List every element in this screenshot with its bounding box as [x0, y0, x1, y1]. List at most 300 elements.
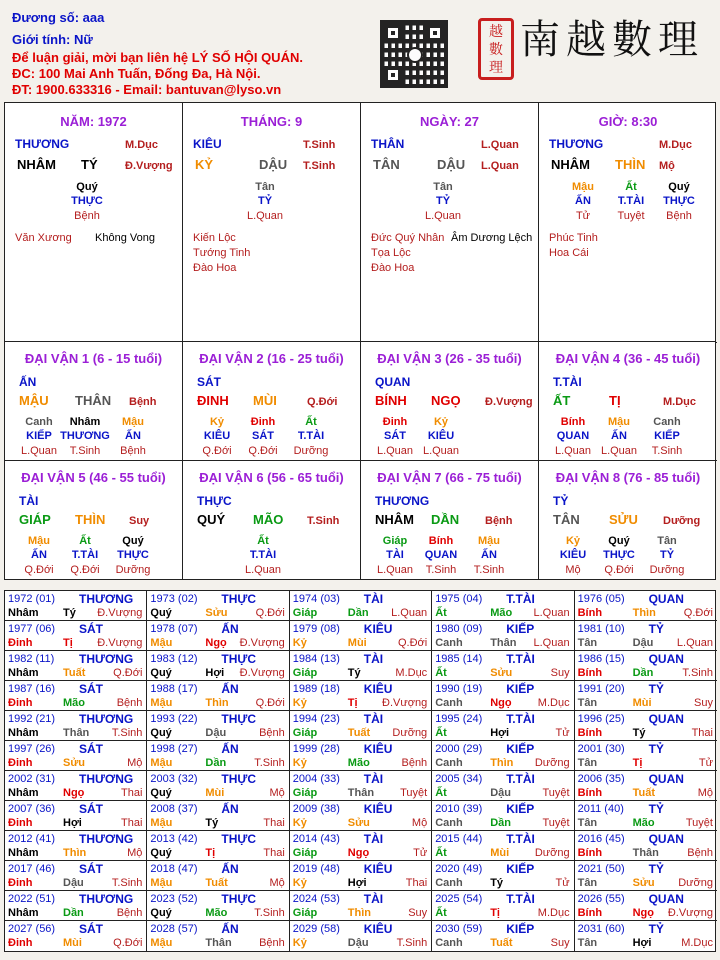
dai-van-hidden-stem: Quý — [122, 535, 144, 547]
year-branch: Mùi — [205, 787, 225, 799]
dai-van-hidden-stem: Ất — [79, 535, 91, 547]
dai-van-hidden-god: THỰC — [603, 549, 635, 561]
star-label: Tọa Lộc — [371, 247, 411, 259]
year-cell[interactable] — [432, 591, 574, 621]
year-state: Thai — [691, 727, 713, 739]
year-state: Q.Đới — [255, 607, 285, 619]
year-god: T.TÀI — [506, 592, 535, 606]
dai-van-hidden-stem: Giáp — [382, 535, 408, 547]
year-state: Tuyệt — [542, 817, 570, 829]
year-branch: Tị — [205, 847, 216, 859]
dai-van-hidden-stem: Tân — [657, 535, 677, 547]
dai-van-branch: THÌN — [75, 512, 106, 527]
year-state: M.Dục — [395, 667, 428, 679]
year-state: Q.Đới — [683, 607, 713, 619]
dai-van-god: T.TÀI — [553, 375, 582, 389]
year-stem: Mậu — [150, 877, 173, 889]
year-cell[interactable] — [575, 741, 717, 771]
year-label: 2030 (59) — [435, 923, 483, 935]
year-cell[interactable] — [5, 831, 147, 861]
hidden-stem: Tân — [433, 181, 453, 193]
dai-van-hidden-god: KIẾP — [26, 430, 52, 442]
year-stem: Tân — [577, 937, 598, 949]
dai-van-hidden-state: L.Quan — [376, 564, 414, 576]
dai-van-hidden-god: KIÊU — [559, 549, 587, 561]
year-stem: Tân — [577, 757, 598, 769]
year-cell[interactable] — [575, 651, 717, 681]
pillar-stem-state: M.Dục — [659, 139, 692, 151]
year-cell[interactable] — [290, 621, 432, 651]
year-branch: Tị — [347, 697, 358, 709]
year-branch: Hợi — [490, 727, 510, 739]
year-cell[interactable] — [147, 891, 289, 921]
pillar-branch: DẬU — [259, 157, 288, 172]
year-state: Bệnh — [687, 847, 713, 859]
year-label: 2017 (46) — [8, 863, 56, 875]
year-cell[interactable] — [290, 651, 432, 681]
year-label: 1988 (17) — [150, 683, 198, 695]
year-branch: Sửu — [63, 757, 86, 769]
year-branch: Mão — [490, 607, 513, 619]
year-state: L.Quan — [676, 637, 713, 649]
year-state: Q.Đới — [397, 637, 428, 649]
year-god: T.TÀI — [506, 772, 535, 786]
year-cell[interactable] — [575, 891, 717, 921]
year-stem: Quý — [150, 727, 172, 739]
pillar-cell-0 — [5, 103, 183, 343]
pillar-stem-god: THÂN — [371, 137, 405, 151]
year-god: TÀI — [363, 592, 384, 606]
year-state: L.Quan — [533, 607, 570, 619]
year-cell[interactable] — [5, 591, 147, 621]
year-state: Đ.Vượng — [239, 637, 285, 649]
year-state: Mộ — [269, 787, 285, 799]
year-stem: Nhâm — [8, 907, 39, 919]
year-stem: Mậu — [150, 817, 173, 829]
year-stem: Canh — [435, 757, 463, 769]
year-state: Tử — [555, 727, 570, 739]
dai-van-hidden-stem: Mậu — [122, 416, 144, 428]
year-cell[interactable] — [575, 681, 717, 711]
year-branch: Ngọ — [632, 907, 654, 919]
year-cell[interactable] — [147, 681, 289, 711]
year-state: Suy — [550, 937, 570, 949]
year-god: TÀI — [363, 712, 384, 726]
dai-van-branch: NGỌ — [431, 393, 461, 408]
year-label: 2025 (54) — [435, 893, 483, 905]
qr-code-icon[interactable] — [380, 20, 448, 88]
year-cell[interactable] — [147, 621, 289, 651]
year-stem: Giáp — [292, 667, 318, 679]
year-label: 2011 (40) — [577, 803, 624, 815]
pillar-branch: THÌN — [615, 157, 646, 172]
dai-van-hidden-god: ẤN — [125, 430, 141, 442]
year-stem: Quý — [150, 787, 172, 799]
dai-van-hidden-god: T.TÀI — [71, 549, 99, 561]
year-god: T.TÀI — [506, 892, 535, 906]
hidden-god: THỰC — [71, 195, 103, 207]
year-god: TỶ — [648, 742, 664, 756]
dai-van-hidden-stem: Đinh — [382, 416, 408, 428]
year-cell[interactable] — [290, 741, 432, 771]
year-state: Đ.Vượng — [667, 907, 713, 919]
dai-van-hidden-god: TỶ — [659, 549, 675, 561]
dai-van-hidden-state: Q.Đới — [248, 445, 278, 457]
year-label: 2002 (31) — [8, 773, 56, 785]
hidden-state: Bệnh — [666, 210, 692, 222]
year-stem: Ất — [435, 727, 447, 739]
year-cell[interactable] — [290, 801, 432, 831]
year-cell[interactable] — [290, 591, 432, 621]
year-cell[interactable] — [5, 741, 147, 771]
dai-van-cell-1 — [5, 342, 183, 461]
year-cell[interactable] — [290, 891, 432, 921]
year-branch: Sửu — [490, 667, 513, 679]
year-cell[interactable] — [575, 591, 717, 621]
year-branch: Thân — [632, 847, 659, 859]
pillars-grid — [4, 102, 716, 342]
hidden-state: Tử — [575, 210, 591, 222]
hidden-god: ẤN — [575, 195, 591, 207]
dai-van-cell-8 — [539, 461, 717, 580]
year-label: 2022 (51) — [8, 893, 56, 905]
dai-van-hidden-state: T.Sinh — [425, 564, 457, 576]
brand-logo: 南越數理 — [520, 17, 704, 63]
year-cell[interactable] — [147, 711, 289, 741]
year-label: 1997 (26) — [8, 743, 56, 755]
year-cell[interactable] — [575, 711, 717, 741]
dai-van-title: ĐẠI VẬN 2 (16 - 25 tuổi) — [199, 351, 344, 366]
year-branch: Tuất — [63, 667, 86, 679]
year-cell[interactable] — [575, 921, 717, 951]
year-cell[interactable] — [432, 651, 574, 681]
year-state: Thai — [405, 877, 428, 889]
year-cell[interactable] — [575, 801, 717, 831]
dai-van-title: ĐẠI VẬN 6 (56 - 65 tuổi) — [199, 470, 344, 485]
dai-van-hidden-stem: Canh — [653, 416, 681, 428]
year-cell[interactable] — [5, 711, 147, 741]
year-stem: Giáp — [292, 607, 318, 619]
pillar-title: GIỜ: 8:30 — [598, 114, 658, 129]
year-label: 2003 (32) — [150, 773, 198, 785]
year-stem: Mậu — [150, 757, 173, 769]
year-cell[interactable] — [432, 831, 574, 861]
year-label: 1995 (24) — [435, 713, 483, 725]
year-label: 2029 (58) — [292, 923, 340, 935]
year-state: Tử — [698, 757, 713, 769]
dai-van-title: ĐẠI VẬN 5 (46 - 55 tuổi) — [21, 470, 166, 485]
year-cell[interactable] — [290, 921, 432, 951]
year-label: 2014 (43) — [292, 833, 340, 845]
year-god: KIÊU — [363, 622, 393, 636]
pillar-stem-god: THƯƠNG — [549, 137, 604, 151]
year-state: Mộ — [411, 817, 428, 829]
year-cell[interactable] — [5, 771, 147, 801]
year-label: 1999 (28) — [292, 743, 340, 755]
dai-van-hidden-state: Q.Đới — [24, 564, 54, 576]
year-stem: Quý — [150, 667, 172, 679]
year-stem: Đinh — [8, 877, 33, 889]
pillar-branch: DẬU — [437, 157, 466, 172]
year-branch: Sửu — [347, 817, 370, 829]
year-cell[interactable] — [432, 861, 574, 891]
dai-van-hidden-god: KIẾP — [654, 430, 680, 442]
year-stem: Đinh — [8, 937, 33, 949]
year-branch: Tý — [632, 727, 646, 739]
year-cell[interactable] — [575, 861, 717, 891]
year-label: 1992 (21) — [8, 713, 56, 725]
year-branch: Hợi — [632, 937, 652, 949]
dai-van-cell-2 — [183, 342, 361, 461]
year-god: TỶ — [648, 802, 664, 816]
year-cell[interactable] — [432, 711, 574, 741]
hidden-god: TỶ — [257, 195, 273, 207]
year-cell[interactable] — [147, 771, 289, 801]
year-cell[interactable] — [5, 921, 147, 951]
year-stem: Mậu — [150, 697, 173, 709]
dai-van-hidden-stem: Canh — [25, 416, 53, 428]
year-branch: Mão — [347, 757, 370, 769]
year-state: Bệnh — [259, 727, 285, 739]
year-stem: Bính — [577, 787, 603, 799]
star-label: Kiến Lộc — [193, 232, 236, 244]
dai-van-hidden-god: T.TÀI — [249, 549, 277, 561]
year-label: 1982 (11) — [8, 653, 55, 665]
year-branch: Tuất — [205, 877, 228, 889]
dai-van-state: Bệnh — [129, 396, 157, 408]
year-cell[interactable] — [147, 861, 289, 891]
year-god: TỶ — [648, 682, 664, 696]
year-stem: Nhâm — [8, 727, 39, 739]
star-label: Đào Hoa — [371, 262, 415, 274]
year-label: 1986 (15) — [577, 653, 625, 665]
year-god: KIẾP — [506, 922, 535, 936]
year-cell[interactable] — [290, 681, 432, 711]
dai-van-state: T.Sinh — [307, 515, 340, 527]
year-stem: Kỷ — [292, 637, 307, 649]
pillar-branch-state: T.Sinh — [303, 160, 336, 172]
year-god: TỶ — [648, 862, 664, 876]
year-state: T.Sinh — [254, 907, 285, 919]
star-label: Phúc Tinh — [549, 232, 598, 244]
year-cell[interactable] — [290, 771, 432, 801]
dai-van-god: QUAN — [375, 375, 411, 389]
year-label: 1985 (14) — [435, 653, 483, 665]
year-state: Suy — [550, 667, 570, 679]
hidden-stem: Quý — [668, 181, 690, 193]
dai-van-god: ẤN — [19, 375, 37, 389]
hidden-state: Tuyệt — [617, 210, 645, 222]
dai-van-hidden-state: Mộ — [565, 564, 581, 576]
dai-van-hidden-stem: Mậu — [28, 535, 50, 547]
pillar-cell-2 — [361, 103, 539, 343]
dai-van-hidden-state: L.Quan — [376, 445, 414, 457]
year-branch: Tý — [347, 667, 361, 679]
year-branch: Tuất — [490, 937, 513, 949]
year-cell[interactable] — [147, 831, 289, 861]
year-label: 2023 (52) — [150, 893, 198, 905]
year-branch: Tị — [63, 637, 73, 649]
dai-van-hidden-state: Dưỡng — [115, 564, 151, 576]
year-stem: Ất — [435, 607, 447, 619]
dai-van-hidden-stem: Bính — [428, 535, 454, 547]
year-cell[interactable] — [432, 891, 574, 921]
phone-email[interactable]: ĐT: 1900.633316 - Email: bantuvan@lyso.vn — [12, 82, 282, 97]
address: ĐC: 100 Mai Anh Tuấn, Đống Đa, Hà Nội. — [12, 66, 261, 81]
dai-van-branch: THÂN — [75, 393, 112, 408]
year-god: THƯƠNG — [79, 892, 134, 906]
year-cell[interactable] — [432, 771, 574, 801]
year-cell[interactable] — [432, 921, 574, 951]
year-stem: Tân — [577, 697, 598, 709]
dai-van-branch: MÃO — [253, 512, 284, 527]
pillar-stem: TÂN — [373, 157, 400, 172]
year-state: Tử — [555, 877, 570, 889]
dai-van-state: Dưỡng — [663, 515, 701, 527]
year-cell[interactable] — [290, 861, 432, 891]
year-label: 1996 (25) — [577, 713, 625, 725]
year-state: Dưỡng — [392, 727, 428, 739]
year-state: Đ.Vượng — [97, 607, 143, 619]
year-god: TỶ — [648, 922, 664, 936]
year-cell[interactable] — [147, 921, 289, 951]
year-god: QUAN — [648, 712, 684, 726]
dai-van-title: ĐẠI VẬN 8 (76 - 85 tuổi) — [555, 470, 701, 485]
hidden-state: L.Quan — [424, 210, 462, 222]
year-state: Tử — [413, 847, 428, 859]
year-cell[interactable] — [5, 891, 147, 921]
year-cell[interactable] — [290, 831, 432, 861]
dai-van-stem: QUÝ — [197, 512, 226, 527]
year-label: 1989 (18) — [292, 683, 340, 695]
year-cell[interactable] — [5, 801, 147, 831]
year-cell[interactable] — [432, 801, 574, 831]
dai-van-god: THỰC — [197, 494, 232, 508]
year-stem: Quý — [150, 847, 172, 859]
year-stem: Canh — [435, 697, 463, 709]
year-state: Thai — [120, 817, 143, 829]
year-branch: Ngọ — [490, 697, 512, 709]
year-state: Bệnh — [401, 757, 428, 769]
year-stem: Kỷ — [292, 757, 307, 769]
year-branch: Thân — [63, 727, 90, 739]
year-stem: Kỷ — [292, 817, 307, 829]
year-branch: Tuất — [347, 727, 371, 739]
red-seal-logo: 越數理 — [478, 18, 514, 80]
year-branch: Ngọ — [347, 847, 370, 859]
year-label: 2009 (38) — [292, 803, 340, 815]
year-cell[interactable] — [432, 681, 574, 711]
year-god: ẤN — [221, 622, 239, 636]
year-label: 1975 (04) — [435, 593, 483, 605]
year-label: 2024 (53) — [292, 893, 340, 905]
dai-van-hidden-state: T.Sinh — [473, 564, 505, 576]
year-cell[interactable] — [5, 651, 147, 681]
dai-van-hidden-god: T.TÀI — [297, 430, 325, 442]
dai-van-hidden-stem: Mậu — [478, 535, 500, 547]
year-stem: Nhâm — [8, 667, 39, 679]
year-label: 1974 (03) — [292, 593, 340, 605]
pillar-branch-state: L.Quan — [481, 160, 519, 172]
dai-van-hidden-god: TÀI — [386, 549, 404, 561]
dai-van-hidden-god: THƯƠNG — [60, 430, 110, 442]
dai-van-state: Đ.Vượng — [485, 396, 533, 408]
year-label: 2016 (45) — [577, 833, 625, 845]
year-stem: Ất — [435, 667, 447, 679]
dai-van-branch: MÙI — [253, 393, 277, 408]
year-cell[interactable] — [147, 801, 289, 831]
year-god: SÁT — [79, 802, 103, 816]
year-cell[interactable] — [5, 621, 147, 651]
year-state: T.Sinh — [111, 877, 143, 889]
year-cell[interactable] — [5, 681, 147, 711]
year-label: 1983 (12) — [150, 653, 198, 665]
year-cell[interactable] — [575, 771, 717, 801]
year-state: Tuyệt — [685, 817, 713, 829]
year-branch: Ngọ — [205, 637, 227, 649]
year-cell[interactable] — [5, 861, 147, 891]
year-cell[interactable] — [290, 711, 432, 741]
year-stem: Bính — [577, 667, 603, 679]
year-stem: Quý — [150, 907, 172, 919]
pillar-stem-state: M.Dục — [125, 139, 158, 151]
year-stem: Mậu — [150, 937, 173, 949]
dai-van-god: TÀI — [19, 494, 39, 508]
year-cell[interactable] — [575, 621, 717, 651]
pillar-cell-3 — [539, 103, 717, 343]
year-god: ẤN — [221, 682, 239, 696]
pillar-stem-state: L.Quan — [481, 139, 519, 151]
year-stem: Nhâm — [8, 847, 39, 859]
year-god: SÁT — [79, 862, 103, 876]
year-state: T.Sinh — [111, 727, 143, 739]
year-state: Q.Đới — [255, 697, 285, 709]
dai-van-hidden-stem: Mậu — [608, 416, 630, 428]
year-state: T.Sinh — [396, 937, 428, 949]
year-cell[interactable] — [147, 651, 289, 681]
year-label: 1978 (07) — [150, 623, 198, 635]
hidden-stem: Quý — [76, 181, 98, 193]
dai-van-hidden-state: L.Quan — [422, 445, 460, 457]
year-cell[interactable] — [147, 591, 289, 621]
year-label: 1980 (09) — [435, 623, 483, 635]
year-branch: Mão — [63, 697, 85, 709]
year-branch: Thìn — [490, 757, 514, 769]
year-branch: Mùi — [347, 637, 367, 649]
dai-van-hidden-state: T.Sinh — [651, 445, 683, 457]
year-cell[interactable] — [432, 741, 574, 771]
year-state: M.Dục — [681, 937, 713, 949]
year-god: TÀI — [363, 772, 384, 786]
year-stem: Đinh — [8, 697, 33, 709]
year-stem: Ất — [435, 847, 447, 859]
year-cell[interactable] — [575, 831, 717, 861]
year-state: Đ.Vượng — [382, 697, 428, 709]
dai-van-hidden-god: KIÊU — [427, 430, 455, 442]
year-label: 1972 (01) — [8, 593, 56, 605]
year-stem: Quý — [150, 607, 172, 619]
star-label: Hoa Cái — [549, 247, 589, 259]
year-label: 1981 (10) — [577, 623, 625, 635]
year-god: THƯƠNG — [79, 592, 134, 606]
dai-van-title: ĐẠI VẬN 7 (66 - 75 tuổi) — [377, 470, 522, 485]
dai-van-cell-7 — [361, 461, 539, 580]
year-god: THỰC — [221, 712, 257, 726]
hidden-state: Bệnh — [74, 210, 100, 222]
year-cell[interactable] — [432, 621, 574, 651]
year-cell[interactable] — [147, 741, 289, 771]
star-label: Tướng Tinh — [193, 247, 251, 259]
